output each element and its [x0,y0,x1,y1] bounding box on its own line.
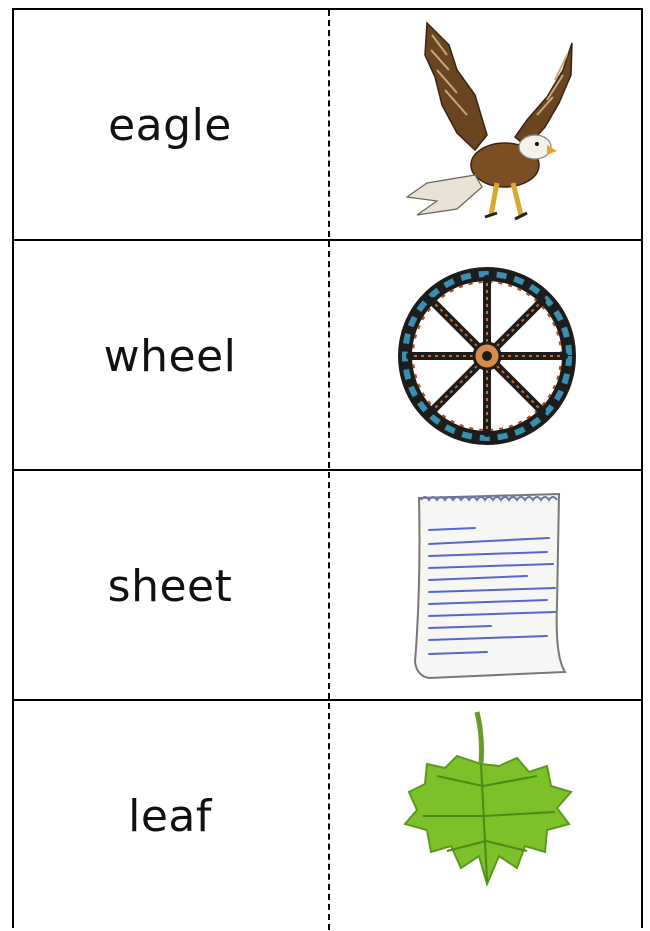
leaf-picture [330,701,643,931]
card-word: eagle [108,99,232,151]
eagle-icon [387,15,587,235]
cut-line [328,10,330,930]
card-word: wheel [103,330,237,382]
wheel-picture [330,241,643,471]
card-word: leaf [128,790,212,842]
paper-sheet-icon [397,486,577,686]
wheel-icon [392,261,582,451]
leaf-icon [387,706,587,926]
card-word: sheet [107,560,233,612]
sheet-picture [330,471,643,701]
eagle-picture [330,10,643,240]
flashcard-sheet [12,8,643,928]
